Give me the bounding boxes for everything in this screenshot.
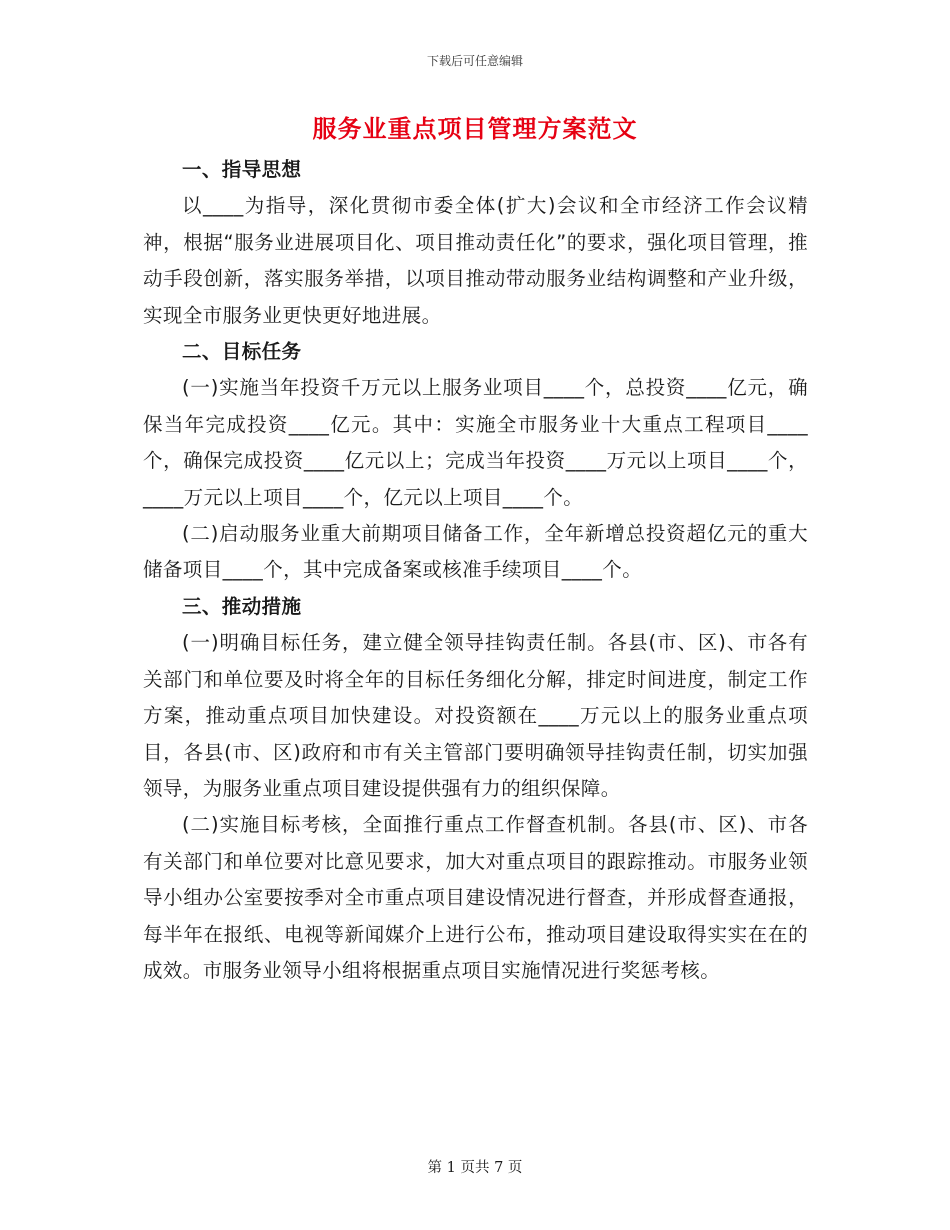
section-heading-promotion-measures: 三、推动措施	[182, 594, 302, 618]
paragraph-goals-2: (二)启动服务业重大前期项目储备工作，全年新增总投资超亿元的重大储备项目____个，其中完成备案或核准手续项目____个。	[143, 522, 808, 582]
paragraph-measures-2: (二)实施目标考核，全面推行重点工作督查机制。各县(市、区)、市各有关部门和单位要对比意见要求，加大对重点项目的跟踪推动。市服务业领导小组办公室要按季对全市重点项目建设情况进行督查，并形成督查通报，每半年在报纸、电视等新闻媒介上进行公布，推动项目建设取得实实在在的成效。市服务业领导小组将根据重点项目实施情况进行奖惩考核。	[143, 813, 808, 982]
page-header-note: 下载后可任意编辑	[426, 54, 523, 68]
paragraph-goals-1: (一)实施当年投资千万元以上服务业项目____个，总投资____亿元，确保当年完成投资____亿元。其中：实施全市服务业十大重点工程项目____个，确保完成投资____亿元以上；完成当年投资____万元以上项目____个，____万元以上项目____个，亿元以上项目____个。	[143, 376, 808, 509]
document-title: 服务业重点项目管理方案范文	[312, 114, 638, 143]
section-heading-guiding-ideology: 一、指导思想	[182, 158, 302, 181]
paragraph-measures-1: (一)明确目标任务，建立健全领导挂钩责任制。各县(市、区)、市各有关部门和单位要及时将全年的目标任务细化分解，排定时间进度，制定工作方案，推动重点项目加快建设。对投资额在____万元以上的服务业重点项目，各县(市、区)政府和市有关主管部门要明确领导挂钩责任制，切实加强领导，为服务业重点项目建设提供强有力的组织保障。	[143, 631, 808, 800]
document-body	[143, 152, 808, 989]
section-heading-goals-tasks: 二、目标任务	[182, 340, 302, 364]
paragraph-guiding-ideology: 以____为指导，深化贯彻市委全体(扩大)会议和全市经济工作会议精神，根据“服务业进展项目化、项目推动责任化”的要求，强化项目管理，推动手段创新，落实服务举措，以项目推动带动服务业结构调整和产业升级，实现全市服务业更快更好地进展。	[143, 194, 808, 327]
page-number: 第 1 页共 7 页	[427, 1160, 523, 1176]
